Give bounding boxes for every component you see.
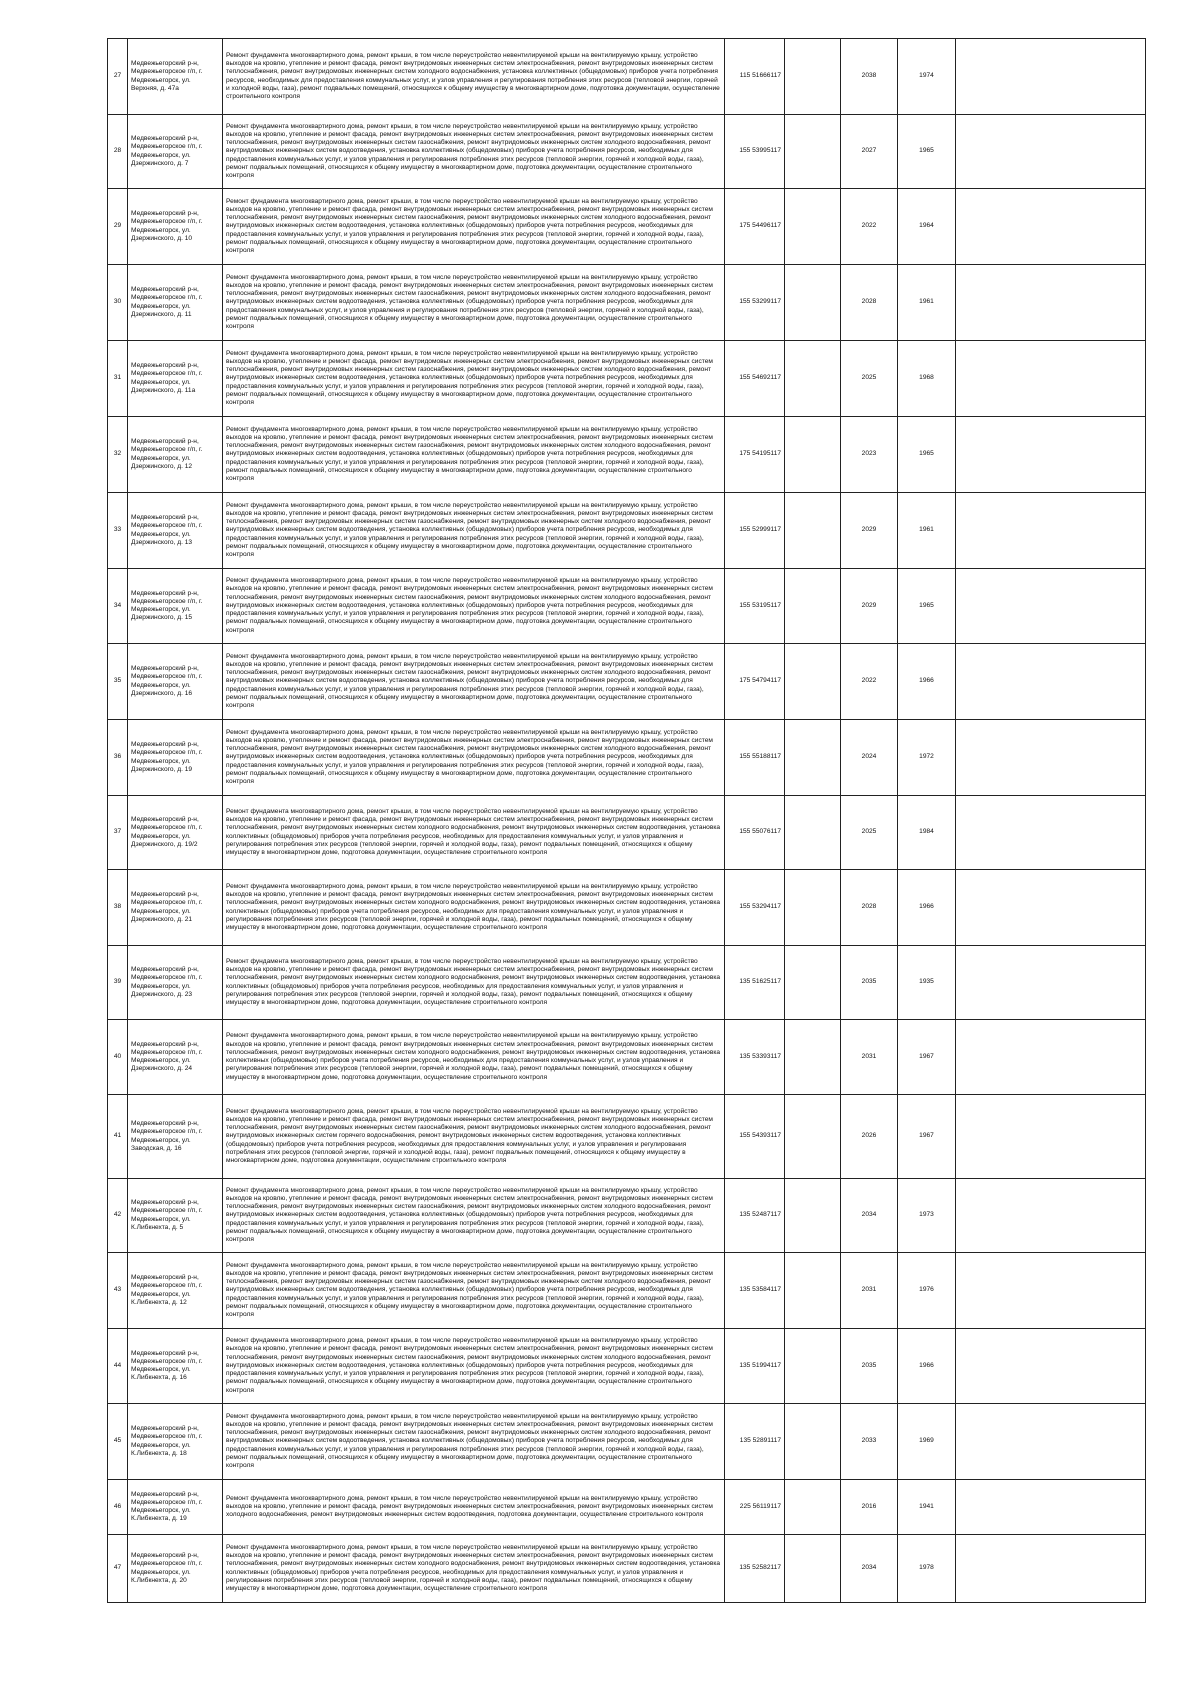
works-list-cell: Ремонт фундамента многоквартирного дома, ремонт крыши, в том числе переустройство невентилируемой крыши на вентилируемую крышу, устройство выходов на кровлю, утепление и ремонт фасада, ремонт внутридомовых инженерных систем электроснабжения, ремонт внутридомовых инженерных систем теплоснабжения, ремонт внутридомовых инженерных систем холодного водоснабжения, установка коллективных (общедомовых) приборов учета потребления ресурсов, необходимых для предоставления коммунальных услуг, и узлов управления и регулирования потребления этих ресурсов (тепловой энергии, горячей и холодной воды, газа), ремонт подвальных помещений, относящихся к общему имуществу в многоквартирном доме, подготовка документации, осуществление строительного контроля [223, 39, 725, 115]
row-number-cell: 46 [108, 1480, 128, 1535]
build-year-cell: 1967 [898, 1020, 956, 1095]
row-number-cell: 45 [108, 1404, 128, 1480]
empty-cell [956, 1253, 1146, 1329]
planned-year-cell: 2025 [841, 341, 898, 417]
address-cell: Медвежьегорский р-н, Медвежьегорское г/п, г. Медвежьегорск, ул. Дзержинского, д. 15 [128, 569, 223, 644]
empty-cell [956, 1535, 1146, 1603]
works-list-cell: Ремонт фундамента многоквартирного дома, ремонт крыши, в том числе переустройство невентилируемой крыши на вентилируемую крышу, устройство выходов на кровлю, утепление и ремонт фасада, ремонт внутридомовых инженерных систем электроснабжения, ремонт внутридомовых инженерных систем холодного водоснабжения, ремонт внутридомовых инженерных систем водоотведения, подготовка документации, осуществление строительного контроля [223, 1480, 725, 1535]
empty-cell [785, 644, 841, 720]
table-row [108, 189, 1146, 265]
planned-year-cell: 2024 [841, 720, 898, 796]
empty-cell [956, 1179, 1146, 1253]
code-value-cell: 175 54496117 [725, 189, 785, 265]
works-list-cell: Ремонт фундамента многоквартирного дома, ремонт крыши, в том числе переустройство невентилируемой крыши на вентилируемую крышу, устройство выходов на кровлю, утепление и ремонт фасада, ремонт внутридомовых инженерных систем электроснабжения, ремонт внутридомовых инженерных систем теплоснабжения, ремонт внутридомовых инженерных систем газоснабжения, ремонт внутридомовых инженерных систем холодного водоснабжения, ремонт внутридомовых инженерных систем водоотведения, установка коллективных (общедомовых) приборов учета потребления ресурсов, необходимых для предоставления коммунальных услуг, и узлов управления и регулирования потребления этих ресурсов (тепловой энергии, горячей и холодной воды, газа), ремонт подвальных помещений, относящихся к общему имуществу в многоквартирном доме, подготовка документации, осуществление строительного контроля [223, 1329, 725, 1404]
address-cell: Медвежьегорский р-н, Медвежьегорское г/п, г. Медвежьегорск, ул. К.Либкнехта, д. 19 [128, 1480, 223, 1535]
address-cell: Медвежьегорский р-н, Медвежьегорское г/п, г. Медвежьегорск, ул. Заводская, д. 16 [128, 1095, 223, 1179]
code-value-cell: 135 52487117 [725, 1179, 785, 1253]
works-list-cell: Ремонт фундамента многоквартирного дома, ремонт крыши, в том числе переустройство невентилируемой крыши на вентилируемую крышу, устройство выходов на кровлю, утепление и ремонт фасада, ремонт внутридомовых инженерных систем электроснабжения, ремонт внутридомовых инженерных систем теплоснабжения, ремонт внутридомовых инженерных систем холодного водоснабжения, ремонт внутридомовых инженерных систем водоотведения, установка коллективных (общедомовых) приборов учета потребления ресурсов, необходимых для предоставления коммунальных услуг, и узлов управления и регулирования потребления этих ресурсов (тепловой энергии, горячей и холодной воды, газа), ремонт подвальных помещений, относящихся к общему имуществу в многоквартирном доме, подготовка документации, осуществление строительного контроля [223, 870, 725, 946]
planned-year-cell: 2022 [841, 644, 898, 720]
address-cell: Медвежьегорский р-н, Медвежьегорское г/п, г. Медвежьегорск, ул. Дзержинского, д. 13 [128, 493, 223, 569]
works-list-cell: Ремонт фундамента многоквартирного дома, ремонт крыши, в том числе переустройство невентилируемой крыши на вентилируемую крышу, устройство выходов на кровлю, утепление и ремонт фасада, ремонт внутридомовых инженерных систем электроснабжения, ремонт внутридомовых инженерных систем теплоснабжения, ремонт внутридомовых инженерных систем газоснабжения, ремонт внутридомовых инженерных систем холодного водоснабжения, ремонт внутридомовых инженерных систем горячего водоснабжения, ремонт внутридомовых инженерных систем водоотведения, установка коллективных (общедомовых) приборов учета потребления ресурсов, необходимых для предоставления коммунальных услуг, и узлов управления и регулирования потребления этих ресурсов (тепловой энергии, горячей и холодной воды, газа), ремонт подвальных помещений, относящихся к общему имуществу в многоквартирном доме, подготовка документации, осуществление строительного контроля [223, 1095, 725, 1179]
empty-cell [785, 1404, 841, 1480]
code-value-cell: 175 54195117 [725, 417, 785, 493]
code-value-cell: 155 52999117 [725, 493, 785, 569]
empty-cell [956, 1480, 1146, 1535]
empty-cell [956, 720, 1146, 796]
code-value-cell: 175 54794117 [725, 644, 785, 720]
build-year-cell: 1961 [898, 493, 956, 569]
empty-cell [785, 417, 841, 493]
planned-year-cell: 2034 [841, 1535, 898, 1603]
address-cell: Медвежьегорский р-н, Медвежьегорское г/п, г. Медвежьегорск, ул. Дзержинского, д. 21 [128, 870, 223, 946]
address-cell: Медвежьегорский р-н, Медвежьегорское г/п, г. Медвежьегорск, ул. Дзержинского, д. 19/2 [128, 796, 223, 870]
empty-cell [785, 189, 841, 265]
works-list-cell: Ремонт фундамента многоквартирного дома, ремонт крыши, в том числе переустройство невентилируемой крыши на вентилируемую крышу, устройство выходов на кровлю, утепление и ремонт фасада, ремонт внутридомовых инженерных систем электроснабжения, ремонт внутридомовых инженерных систем теплоснабжения, ремонт внутридомовых инженерных систем газоснабжения, ремонт внутридомовых инженерных систем холодного водоснабжения, ремонт внутридомовых инженерных систем водоотведения, установка коллективных (общедомовых) приборов учета потребления ресурсов, необходимых для предоставления коммунальных услуг, и узлов управления и регулирования потребления этих ресурсов (тепловой энергии, горячей и холодной воды, газа), ремонт подвальных помещений, относящихся к общему имуществу в многоквартирном доме, подготовка документации, осуществление строительного контроля [223, 1404, 725, 1480]
table-row [108, 946, 1146, 1020]
code-value-cell: 155 53299117 [725, 265, 785, 341]
table-row [108, 1535, 1146, 1603]
planned-year-cell: 2026 [841, 1095, 898, 1179]
row-number-cell: 39 [108, 946, 128, 1020]
empty-cell [956, 1329, 1146, 1404]
code-value-cell: 135 51625117 [725, 946, 785, 1020]
table-row [108, 493, 1146, 569]
code-value-cell: 135 51994117 [725, 1329, 785, 1404]
build-year-cell: 1972 [898, 720, 956, 796]
table-row [108, 1020, 1146, 1095]
table-row [108, 720, 1146, 796]
empty-cell [956, 1404, 1146, 1480]
empty-cell [956, 644, 1146, 720]
empty-cell [785, 341, 841, 417]
table-row [108, 1095, 1146, 1179]
works-list-cell: Ремонт фундамента многоквартирного дома, ремонт крыши, в том числе переустройство невентилируемой крыши на вентилируемую крышу, устройство выходов на кровлю, утепление и ремонт фасада, ремонт внутридомовых инженерных систем электроснабжения, ремонт внутридомовых инженерных систем теплоснабжения, ремонт внутридомовых инженерных систем газоснабжения, ремонт внутридомовых инженерных систем холодного водоснабжения, ремонт внутридомовых инженерных систем водоотведения, установка коллективных (общедомовых) приборов учета потребления ресурсов, необходимых для предоставления коммунальных услуг, и узлов управления и регулирования потребления этих ресурсов (тепловой энергии, горячей и холодной воды, газа), ремонт подвальных помещений, относящихся к общему имуществу в многоквартирном доме, подготовка документации, осуществление строительного контроля [223, 265, 725, 341]
address-cell: Медвежьегорский р-н, Медвежьегорское г/п, г. Медвежьегорск, ул. Дзержинского, д. 12 [128, 417, 223, 493]
address-cell: Медвежьегорский р-н, Медвежьегорское г/п, г. Медвежьегорск, ул. Дзержинского, д. 19 [128, 720, 223, 796]
code-value-cell: 225 56119117 [725, 1480, 785, 1535]
empty-cell [785, 946, 841, 1020]
row-number-cell: 28 [108, 115, 128, 189]
build-year-cell: 1966 [898, 1329, 956, 1404]
table-row [108, 1253, 1146, 1329]
build-year-cell: 1965 [898, 417, 956, 493]
build-year-cell: 1966 [898, 644, 956, 720]
works-list-cell: Ремонт фундамента многоквартирного дома, ремонт крыши, в том числе переустройство невентилируемой крыши на вентилируемую крышу, устройство выходов на кровлю, утепление и ремонт фасада, ремонт внутридомовых инженерных систем электроснабжения, ремонт внутридомовых инженерных систем теплоснабжения, ремонт внутридомовых инженерных систем газоснабжения, ремонт внутридомовых инженерных систем холодного водоснабжения, ремонт внутридомовых инженерных систем водоотведения, установка коллективных (общедомовых) приборов учета потребления ресурсов, необходимых для предоставления коммунальных услуг, и узлов управления и регулирования потребления этих ресурсов (тепловой энергии, горячей и холодной воды, газа), ремонт подвальных помещений, относящихся к общему имуществу в многоквартирном доме, подготовка документации, осуществление строительного контроля [223, 569, 725, 644]
capital-repair-table [107, 38, 1146, 1603]
code-value-cell: 155 53195117 [725, 569, 785, 644]
empty-cell [956, 796, 1146, 870]
works-list-cell: Ремонт фундамента многоквартирного дома, ремонт крыши, в том числе переустройство невентилируемой крыши на вентилируемую крышу, устройство выходов на кровлю, утепление и ремонт фасада, ремонт внутридомовых инженерных систем электроснабжения, ремонт внутридомовых инженерных систем теплоснабжения, ремонт внутридомовых инженерных систем газоснабжения, ремонт внутридомовых инженерных систем холодного водоснабжения, ремонт внутридомовых инженерных систем водоотведения, установка коллективных (общедомовых) приборов учета потребления ресурсов, необходимых для предоставления коммунальных услуг, и узлов управления и регулирования потребления этих ресурсов (тепловой энергии, горячей и холодной воды, газа), ремонт подвальных помещений, относящихся к общему имуществу в многоквартирном доме, подготовка документации, осуществление строительного контроля [223, 189, 725, 265]
empty-cell [785, 1253, 841, 1329]
works-list-cell: Ремонт фундамента многоквартирного дома, ремонт крыши, в том числе переустройство невентилируемой крыши на вентилируемую крышу, устройство выходов на кровлю, утепление и ремонт фасада, ремонт внутридомовых инженерных систем электроснабжения, ремонт внутридомовых инженерных систем теплоснабжения, ремонт внутридомовых инженерных систем холодного водоснабжения, ремонт внутридомовых инженерных систем водоотведения, установка коллективных (общедомовых) приборов учета потребления ресурсов, необходимых для предоставления коммунальных услуг, и узлов управления и регулирования потребления этих ресурсов (тепловой энергии, горячей и холодной воды, газа), ремонт подвальных помещений, относящихся к общему имуществу в многоквартирном доме, подготовка документации, осуществление строительного контроля [223, 1535, 725, 1603]
empty-cell [785, 1095, 841, 1179]
row-number-cell: 38 [108, 870, 128, 946]
table-row [108, 796, 1146, 870]
planned-year-cell: 2027 [841, 115, 898, 189]
works-list-cell: Ремонт фундамента многоквартирного дома, ремонт крыши, в том числе переустройство невентилируемой крыши на вентилируемую крышу, устройство выходов на кровлю, утепление и ремонт фасада, ремонт внутридомовых инженерных систем электроснабжения, ремонт внутридомовых инженерных систем теплоснабжения, ремонт внутридомовых инженерных систем газоснабжения, ремонт внутридомовых инженерных систем холодного водоснабжения, ремонт внутридомовых инженерных систем водоотведения, установка коллективных (общедомовых) приборов учета потребления ресурсов, необходимых для предоставления коммунальных услуг, и узлов управления и регулирования потребления этих ресурсов (тепловой энергии, горячей и холодной воды, газа), ремонт подвальных помещений, относящихся к общему имуществу в многоквартирном доме, подготовка документации, осуществление строительного контроля [223, 1179, 725, 1253]
empty-cell [956, 946, 1146, 1020]
table-row [108, 569, 1146, 644]
code-value-cell: 135 52582117 [725, 1535, 785, 1603]
empty-cell [785, 1020, 841, 1095]
code-value-cell: 115 51666117 [725, 39, 785, 115]
empty-cell [956, 189, 1146, 265]
code-value-cell: 155 53995117 [725, 115, 785, 189]
row-number-cell: 29 [108, 189, 128, 265]
empty-cell [956, 265, 1146, 341]
table-row [108, 341, 1146, 417]
works-list-cell: Ремонт фундамента многоквартирного дома, ремонт крыши, в том числе переустройство невентилируемой крыши на вентилируемую крышу, устройство выходов на кровлю, утепление и ремонт фасада, ремонт внутридомовых инженерных систем электроснабжения, ремонт внутридомовых инженерных систем теплоснабжения, ремонт внутридомовых инженерных систем газоснабжения, ремонт внутридомовых инженерных систем холодного водоснабжения, ремонт внутридомовых инженерных систем водоотведения, установка коллективных (общедомовых) приборов учета потребления ресурсов, необходимых для предоставления коммунальных услуг, и узлов управления и регулирования потребления этих ресурсов (тепловой энергии, горячей и холодной воды, газа), ремонт подвальных помещений, относящихся к общему имуществу в многоквартирном доме, подготовка документации, осуществление строительного контроля [223, 1253, 725, 1329]
empty-cell [785, 265, 841, 341]
build-year-cell: 1968 [898, 341, 956, 417]
works-list-cell: Ремонт фундамента многоквартирного дома, ремонт крыши, в том числе переустройство невентилируемой крыши на вентилируемую крышу, устройство выходов на кровлю, утепление и ремонт фасада, ремонт внутридомовых инженерных систем электроснабжения, ремонт внутридомовых инженерных систем теплоснабжения, ремонт внутридомовых инженерных систем холодного водоснабжения, ремонт внутридомовых инженерных систем водоотведения, установка коллективных (общедомовых) приборов учета потребления ресурсов, необходимых для предоставления коммунальных услуг, и узлов управления и регулирования потребления этих ресурсов (тепловой энергии, горячей и холодной воды, газа), ремонт подвальных помещений, относящихся к общему имуществу в многоквартирном доме, подготовка документации, осуществление строительного контроля [223, 796, 725, 870]
table-row [108, 115, 1146, 189]
row-number-cell: 44 [108, 1329, 128, 1404]
row-number-cell: 31 [108, 341, 128, 417]
code-value-cell: 135 52891117 [725, 1404, 785, 1480]
row-number-cell: 32 [108, 417, 128, 493]
code-value-cell: 155 55188117 [725, 720, 785, 796]
address-cell: Медвежьегорский р-н, Медвежьегорское г/п, г. Медвежьегорск, ул. К.Либкнехта, д. 12 [128, 1253, 223, 1329]
row-number-cell: 40 [108, 1020, 128, 1095]
address-cell: Медвежьегорский р-н, Медвежьегорское г/п, г. Медвежьегорск, ул. Верхняя, д. 47а [128, 39, 223, 115]
build-year-cell: 1941 [898, 1480, 956, 1535]
empty-cell [956, 39, 1146, 115]
planned-year-cell: 2029 [841, 493, 898, 569]
table-row [108, 1480, 1146, 1535]
planned-year-cell: 2023 [841, 417, 898, 493]
code-value-cell: 155 55076117 [725, 796, 785, 870]
empty-cell [785, 796, 841, 870]
empty-cell [956, 493, 1146, 569]
row-number-cell: 34 [108, 569, 128, 644]
address-cell: Медвежьегорский р-н, Медвежьегорское г/п, г. Медвежьегорск, ул. К.Либкнехта, д. 5 [128, 1179, 223, 1253]
empty-cell [785, 720, 841, 796]
build-year-cell: 1973 [898, 1179, 956, 1253]
empty-cell [956, 569, 1146, 644]
empty-cell [785, 1535, 841, 1603]
empty-cell [785, 115, 841, 189]
build-year-cell: 1978 [898, 1535, 956, 1603]
planned-year-cell: 2033 [841, 1404, 898, 1480]
address-cell: Медвежьегорский р-н, Медвежьегорское г/п, г. Медвежьегорск, ул. Дзержинского, д. 7 [128, 115, 223, 189]
row-number-cell: 42 [108, 1179, 128, 1253]
planned-year-cell: 2028 [841, 870, 898, 946]
empty-cell [956, 1020, 1146, 1095]
row-number-cell: 36 [108, 720, 128, 796]
planned-year-cell: 2031 [841, 1020, 898, 1095]
code-value-cell: 135 53393117 [725, 1020, 785, 1095]
works-list-cell: Ремонт фундамента многоквартирного дома, ремонт крыши, в том числе переустройство невентилируемой крыши на вентилируемую крышу, устройство выходов на кровлю, утепление и ремонт фасада, ремонт внутридомовых инженерных систем электроснабжения, ремонт внутридомовых инженерных систем теплоснабжения, ремонт внутридомовых инженерных систем холодного водоснабжения, ремонт внутридомовых инженерных систем водоотведения, установка коллективных (общедомовых) приборов учета потребления ресурсов, необходимых для предоставления коммунальных услуг, и узлов управления и регулирования потребления этих ресурсов (тепловой энергии, горячей и холодной воды, газа), ремонт подвальных помещений, относящихся к общему имуществу в многоквартирном доме, подготовка документации, осуществление строительного контроля [223, 946, 725, 1020]
build-year-cell: 1935 [898, 946, 956, 1020]
build-year-cell: 1976 [898, 1253, 956, 1329]
row-number-cell: 33 [108, 493, 128, 569]
table-row [108, 1179, 1146, 1253]
works-list-cell: Ремонт фундамента многоквартирного дома, ремонт крыши, в том числе переустройство невентилируемой крыши на вентилируемую крышу, устройство выходов на кровлю, утепление и ремонт фасада, ремонт внутридомовых инженерных систем электроснабжения, ремонт внутридомовых инженерных систем теплоснабжения, ремонт внутридомовых инженерных систем газоснабжения, ремонт внутридомовых инженерных систем холодного водоснабжения, ремонт внутридомовых инженерных систем водоотведения, установка коллективных (общедомовых) приборов учета потребления ресурсов, необходимых для предоставления коммунальных услуг, и узлов управления и регулирования потребления этих ресурсов (тепловой энергии, горячей и холодной воды, газа), ремонт подвальных помещений, относящихся к общему имуществу в многоквартирном доме, подготовка документации, осуществление строительного контроля [223, 644, 725, 720]
empty-cell [785, 1480, 841, 1535]
row-number-cell: 35 [108, 644, 128, 720]
empty-cell [785, 870, 841, 946]
table-row [108, 1404, 1146, 1480]
planned-year-cell: 2034 [841, 1179, 898, 1253]
empty-cell [956, 870, 1146, 946]
table-row [108, 1329, 1146, 1404]
works-list-cell: Ремонт фундамента многоквартирного дома, ремонт крыши, в том числе переустройство невентилируемой крыши на вентилируемую крышу, устройство выходов на кровлю, утепление и ремонт фасада, ремонт внутридомовых инженерных систем электроснабжения, ремонт внутридомовых инженерных систем теплоснабжения, ремонт внутридомовых инженерных систем газоснабжения, ремонт внутридомовых инженерных систем холодного водоснабжения, ремонт внутридомовых инженерных систем водоотведения, установка коллективных (общедомовых) приборов учета потребления ресурсов, необходимых для предоставления коммунальных услуг, и узлов управления и регулирования потребления этих ресурсов (тепловой энергии, горячей и холодной воды, газа), ремонт подвальных помещений, относящихся к общему имуществу в многоквартирном доме, подготовка документации, осуществление строительного контроля [223, 115, 725, 189]
table-row [108, 644, 1146, 720]
row-number-cell: 41 [108, 1095, 128, 1179]
works-list-cell: Ремонт фундамента многоквартирного дома, ремонт крыши, в том числе переустройство невентилируемой крыши на вентилируемую крышу, устройство выходов на кровлю, утепление и ремонт фасада, ремонт внутридомовых инженерных систем электроснабжения, ремонт внутридомовых инженерных систем теплоснабжения, ремонт внутридомовых инженерных систем газоснабжения, ремонт внутридомовых инженерных систем холодного водоснабжения, ремонт внутридомовых инженерных систем водоотведения, установка коллективных (общедомовых) приборов учета потребления ресурсов, необходимых для предоставления коммунальных услуг, и узлов управления и регулирования потребления этих ресурсов (тепловой энергии, горячей и холодной воды, газа), ремонт подвальных помещений, относящихся к общему имуществу в многоквартирном доме, подготовка документации, осуществление строительного контроля [223, 417, 725, 493]
empty-cell [956, 1095, 1146, 1179]
build-year-cell: 1967 [898, 1095, 956, 1179]
planned-year-cell: 2028 [841, 265, 898, 341]
table-row [108, 265, 1146, 341]
planned-year-cell: 2035 [841, 1329, 898, 1404]
code-value-cell: 155 54393117 [725, 1095, 785, 1179]
code-value-cell: 155 54692117 [725, 341, 785, 417]
works-list-cell: Ремонт фундамента многоквартирного дома, ремонт крыши, в том числе переустройство невентилируемой крыши на вентилируемую крышу, устройство выходов на кровлю, утепление и ремонт фасада, ремонт внутридомовых инженерных систем электроснабжения, ремонт внутридомовых инженерных систем теплоснабжения, ремонт внутридомовых инженерных систем газоснабжения, ремонт внутридомовых инженерных систем холодного водоснабжения, ремонт внутридомовых инженерных систем водоотведения, установка коллективных (общедомовых) приборов учета потребления ресурсов, необходимых для предоставления коммунальных услуг, и узлов управления и регулирования потребления этих ресурсов (тепловой энергии, горячей и холодной воды, газа), ремонт подвальных помещений, относящихся к общему имуществу в многоквартирном доме, подготовка документации, осуществление строительного контроля [223, 341, 725, 417]
address-cell: Медвежьегорский р-н, Медвежьегорское г/п, г. Медвежьегорск, ул. Дзержинского, д. 24 [128, 1020, 223, 1095]
address-cell: Медвежьегорский р-н, Медвежьегорское г/п, г. Медвежьегорск, ул. Дзержинского, д. 16 [128, 644, 223, 720]
build-year-cell: 1965 [898, 569, 956, 644]
row-number-cell: 30 [108, 265, 128, 341]
table-body [108, 39, 1146, 1603]
empty-cell [785, 1329, 841, 1404]
row-number-cell: 27 [108, 39, 128, 115]
row-number-cell: 47 [108, 1535, 128, 1603]
address-cell: Медвежьегорский р-н, Медвежьегорское г/п, г. Медвежьегорск, ул. Дзержинского, д. 11 [128, 265, 223, 341]
address-cell: Медвежьегорский р-н, Медвежьегорское г/п, г. Медвежьегорск, ул. К.Либкнехта, д. 16 [128, 1329, 223, 1404]
address-cell: Медвежьегорский р-н, Медвежьегорское г/п, г. Медвежьегорск, ул. К.Либкнехта, д. 20 [128, 1535, 223, 1603]
address-cell: Медвежьегорский р-н, Медвежьегорское г/п, г. Медвежьегорск, ул. Дзержинского, д. 10 [128, 189, 223, 265]
build-year-cell: 1974 [898, 39, 956, 115]
table-row [108, 870, 1146, 946]
build-year-cell: 1966 [898, 870, 956, 946]
planned-year-cell: 2029 [841, 569, 898, 644]
row-number-cell: 43 [108, 1253, 128, 1329]
code-value-cell: 135 53584117 [725, 1253, 785, 1329]
planned-year-cell: 2035 [841, 946, 898, 1020]
build-year-cell: 1965 [898, 115, 956, 189]
empty-cell [785, 569, 841, 644]
code-value-cell: 155 53294117 [725, 870, 785, 946]
empty-cell [785, 493, 841, 569]
build-year-cell: 1964 [898, 189, 956, 265]
empty-cell [785, 1179, 841, 1253]
planned-year-cell: 2016 [841, 1480, 898, 1535]
build-year-cell: 1961 [898, 265, 956, 341]
row-number-cell: 37 [108, 796, 128, 870]
address-cell: Медвежьегорский р-н, Медвежьегорское г/п, г. Медвежьегорск, ул. Дзержинского, д. 23 [128, 946, 223, 1020]
works-list-cell: Ремонт фундамента многоквартирного дома, ремонт крыши, в том числе переустройство невентилируемой крыши на вентилируемую крышу, устройство выходов на кровлю, утепление и ремонт фасада, ремонт внутридомовых инженерных систем электроснабжения, ремонт внутридомовых инженерных систем теплоснабжения, ремонт внутридомовых инженерных систем холодного водоснабжения, ремонт внутридомовых инженерных систем водоотведения, установка коллективных (общедомовых) приборов учета потребления ресурсов, необходимых для предоставления коммунальных услуг, и узлов управления и регулирования потребления этих ресурсов (тепловой энергии, горячей и холодной воды, газа), ремонт подвальных помещений, относящихся к общему имуществу в многоквартирном доме, подготовка документации, осуществление строительного контроля [223, 1020, 725, 1095]
table-row [108, 417, 1146, 493]
empty-cell [956, 115, 1146, 189]
empty-cell [956, 417, 1146, 493]
empty-cell [956, 341, 1146, 417]
empty-cell [785, 39, 841, 115]
address-cell: Медвежьегорский р-н, Медвежьегорское г/п, г. Медвежьегорск, ул. К.Либкнехта, д. 18 [128, 1404, 223, 1480]
address-cell: Медвежьегорский р-н, Медвежьегорское г/п, г. Медвежьегорск, ул. Дзержинского, д. 11а [128, 341, 223, 417]
works-list-cell: Ремонт фундамента многоквартирного дома, ремонт крыши, в том числе переустройство невентилируемой крыши на вентилируемую крышу, устройство выходов на кровлю, утепление и ремонт фасада, ремонт внутридомовых инженерных систем электроснабжения, ремонт внутридомовых инженерных систем теплоснабжения, ремонт внутридомовых инженерных систем газоснабжения, ремонт внутридомовых инженерных систем холодного водоснабжения, ремонт внутридомовых инженерных систем водоотведения, установка коллективных (общедомовых) приборов учета потребления ресурсов, необходимых для предоставления коммунальных услуг, и узлов управления и регулирования потребления этих ресурсов (тепловой энергии, горячей и холодной воды, газа), ремонт подвальных помещений, относящихся к общему имуществу в многоквартирном доме, подготовка документации, осуществление строительного контроля [223, 493, 725, 569]
works-list-cell: Ремонт фундамента многоквартирного дома, ремонт крыши, в том числе переустройство невентилируемой крыши на вентилируемую крышу, устройство выходов на кровлю, утепление и ремонт фасада, ремонт внутридомовых инженерных систем электроснабжения, ремонт внутридомовых инженерных систем теплоснабжения, ремонт внутридомовых инженерных систем газоснабжения, ремонт внутридомовых инженерных систем холодного водоснабжения, ремонт внутридомовых инженерных систем водоотведения, установка коллективных (общедомовых) приборов учета потребления ресурсов, необходимых для предоставления коммунальных услуг, и узлов управления и регулирования потребления этих ресурсов (тепловой энергии, горячей и холодной воды, газа), ремонт подвальных помещений, относящихся к общему имуществу в многоквартирном доме, подготовка документации, осуществление строительного контроля [223, 720, 725, 796]
table-row [108, 39, 1146, 115]
planned-year-cell: 2038 [841, 39, 898, 115]
build-year-cell: 1969 [898, 1404, 956, 1480]
build-year-cell: 1984 [898, 796, 956, 870]
planned-year-cell: 2031 [841, 1253, 898, 1329]
planned-year-cell: 2022 [841, 189, 898, 265]
planned-year-cell: 2025 [841, 796, 898, 870]
